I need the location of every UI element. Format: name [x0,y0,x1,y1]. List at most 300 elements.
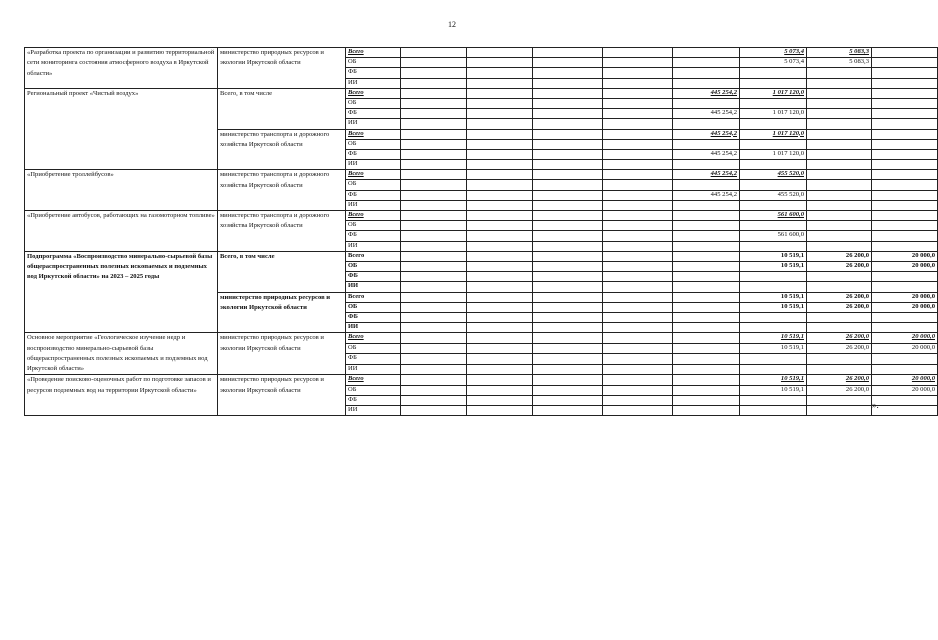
amount-cell [467,343,533,354]
amount-cell [401,149,467,159]
amount-cell [401,343,467,354]
amount-cell: 10 519,1 [740,292,807,302]
amount-cell [401,211,467,221]
funding-source-cell: ОБ [346,139,401,149]
amount-cell [872,364,938,375]
amount-cell [673,261,740,271]
amount-cell [467,98,533,108]
amount-cell: 561 600,0 [740,231,807,241]
amount-cell [603,78,673,88]
funding-source-cell: ФБ [346,109,401,119]
amount-cell [467,119,533,129]
amount-cell [467,109,533,119]
amount-cell [467,292,533,302]
amount-cell: 10 519,1 [740,251,807,261]
amount-cell [872,68,938,78]
amount-cell [603,149,673,159]
amount-cell [603,231,673,241]
amount-cell [533,354,603,365]
amount-cell [533,129,603,139]
amount-cell [533,68,603,78]
funding-source-cell: ОБ [346,180,401,190]
amount-cell [401,385,467,395]
amount-cell [673,200,740,210]
amount-cell [740,98,807,108]
funding-source-cell: Всего [346,88,401,98]
amount-cell [807,241,872,251]
amount-cell [533,272,603,282]
amount-cell [467,385,533,395]
amount-cell [603,261,673,271]
amount-cell [603,221,673,231]
amount-cell: 10 519,1 [740,302,807,312]
amount-cell [872,58,938,68]
funding-source-cell: ИИ [346,241,401,251]
amount-cell [807,109,872,119]
amount-cell [533,385,603,395]
amount-cell [807,282,872,292]
funding-source-cell: ОБ [346,343,401,354]
amount-cell [533,292,603,302]
amount-cell [673,292,740,302]
funding-source-cell: ОБ [346,302,401,312]
amount-cell [740,160,807,170]
amount-cell [533,221,603,231]
amount-cell [467,48,533,58]
amount-cell [673,302,740,312]
amount-cell [872,241,938,251]
amount-cell [673,395,740,405]
amount-cell [603,302,673,312]
amount-cell [673,364,740,375]
amount-cell [401,261,467,271]
funding-source-cell: ИИ [346,119,401,129]
amount-cell [807,364,872,375]
amount-cell [401,139,467,149]
amount-cell: 20 000,0 [872,333,938,344]
amount-cell: 20 000,0 [872,385,938,395]
amount-cell [807,211,872,221]
amount-cell: 445 254,2 [673,88,740,98]
amount-cell [401,170,467,180]
amount-cell [533,302,603,312]
amount-cell: 561 600,0 [740,211,807,221]
amount-cell [872,149,938,159]
amount-cell: 26 200,0 [807,251,872,261]
amount-cell: 10 519,1 [740,261,807,271]
amount-cell [872,406,938,416]
amount-cell [533,333,603,344]
funding-source-cell: Всего [346,48,401,58]
amount-cell [872,282,938,292]
amount-cell [533,343,603,354]
executor-cell: министерство транспорта и дорожного хозяйства Иркутской области [218,170,346,211]
funding-source-cell: ФБ [346,354,401,365]
amount-cell [467,241,533,251]
amount-cell [740,395,807,405]
amount-cell [533,139,603,149]
amount-cell [673,78,740,88]
amount-cell [740,406,807,416]
amount-cell [673,251,740,261]
amount-cell [533,149,603,159]
table-row [25,333,938,344]
amount-cell [807,272,872,282]
amount-cell [740,241,807,251]
amount-cell [401,333,467,344]
amount-cell [467,261,533,271]
table-row [25,211,938,221]
amount-cell [872,48,938,58]
amount-cell [467,149,533,159]
amount-cell [673,58,740,68]
amount-cell [673,241,740,251]
executor-cell: Всего, в том числе [218,251,346,292]
amount-cell [673,323,740,333]
amount-cell [401,160,467,170]
amount-cell [673,221,740,231]
amount-cell [603,282,673,292]
funding-source-cell: ИИ [346,406,401,416]
amount-cell [673,119,740,129]
amount-cell [533,170,603,180]
amount-cell [401,109,467,119]
amount-cell [533,180,603,190]
amount-cell [401,119,467,129]
amount-cell [467,272,533,282]
amount-cell: 10 519,1 [740,375,807,385]
amount-cell [603,251,673,261]
amount-cell [872,119,938,129]
amount-cell [401,364,467,375]
amount-cell: 1 017 120,0 [740,88,807,98]
funding-source-cell: Всего [346,129,401,139]
amount-cell [872,211,938,221]
amount-cell [740,78,807,88]
amount-cell [872,109,938,119]
amount-cell [401,58,467,68]
amount-cell [603,375,673,385]
executor-cell: министерство транспорта и дорожного хозяйства Иркутской области [218,129,346,170]
amount-cell [533,251,603,261]
amount-cell: 10 519,1 [740,333,807,344]
amount-cell [603,395,673,405]
amount-cell [533,282,603,292]
amount-cell [807,88,872,98]
amount-cell [807,231,872,241]
amount-cell [533,58,603,68]
amount-cell [673,375,740,385]
amount-cell [401,312,467,322]
measure-name-cell: «Разработка проекта по организации и развитию территориальной сети мониторинга состояния атмосферного воздуха в Иркутской области» [25,48,218,89]
amount-cell [467,333,533,344]
amount-cell [673,180,740,190]
amount-cell [872,395,938,405]
executor-cell: Всего, в том числе [218,88,346,129]
amount-cell [533,323,603,333]
amount-cell [807,170,872,180]
amount-cell [673,48,740,58]
amount-cell [603,170,673,180]
amount-cell: 20 000,0 [872,302,938,312]
funding-source-cell: Всего [346,292,401,302]
amount-cell [740,354,807,365]
amount-cell [533,109,603,119]
amount-cell [807,312,872,322]
amount-cell [740,312,807,322]
amount-cell [401,98,467,108]
amount-cell [401,282,467,292]
amount-cell [740,323,807,333]
amount-cell: 20 000,0 [872,261,938,271]
executor-cell: министерство природных ресурсов и экологии Иркутской области [218,333,346,375]
amount-cell [740,272,807,282]
amount-cell [533,312,603,322]
amount-cell [467,190,533,200]
amount-cell [807,78,872,88]
amount-cell [467,170,533,180]
amount-cell [807,98,872,108]
amount-cell [533,119,603,129]
amount-cell [401,48,467,58]
amount-cell [467,251,533,261]
amount-cell [467,58,533,68]
amount-cell [533,200,603,210]
amount-cell [673,272,740,282]
table-row [25,251,938,261]
executor-cell: министерство природных ресурсов и экологии Иркутской области [218,48,346,89]
amount-cell [401,272,467,282]
amount-cell [467,302,533,312]
amount-cell [807,68,872,78]
amount-cell [872,190,938,200]
amount-cell [401,406,467,416]
amount-cell [603,333,673,344]
funding-source-cell: ОБ [346,261,401,271]
amount-cell [673,139,740,149]
amount-cell [603,211,673,221]
amount-cell [872,231,938,241]
funding-source-cell: ИИ [346,200,401,210]
amount-cell [467,129,533,139]
amount-cell [401,323,467,333]
funding-source-cell: ФБ [346,231,401,241]
amount-cell [603,98,673,108]
amount-cell [401,231,467,241]
amount-cell [740,119,807,129]
amount-cell [533,364,603,375]
amount-cell [401,78,467,88]
amount-cell [673,406,740,416]
amount-cell [603,364,673,375]
amount-cell [807,200,872,210]
amount-cell [603,241,673,251]
amount-cell [603,88,673,98]
amount-cell: 5 073,4 [740,48,807,58]
funding-source-cell: ИИ [346,323,401,333]
amount-cell [467,139,533,149]
amount-cell: 455 520,0 [740,170,807,180]
funding-source-cell: ОБ [346,385,401,395]
amount-cell: 455 520,0 [740,190,807,200]
amount-cell [533,406,603,416]
amount-cell [807,221,872,231]
amount-cell [401,354,467,365]
amount-cell [533,88,603,98]
amount-cell: 445 254,2 [673,149,740,159]
funding-source-cell: ФБ [346,272,401,282]
amount-cell [872,354,938,365]
amount-cell [401,241,467,251]
amount-cell [872,312,938,322]
funding-source-cell: ИИ [346,282,401,292]
amount-cell [603,272,673,282]
amount-cell [807,180,872,190]
amount-cell [740,221,807,231]
amount-cell [872,139,938,149]
amount-cell [673,343,740,354]
amount-cell [467,160,533,170]
amount-cell [673,98,740,108]
amount-cell [872,200,938,210]
amount-cell [603,323,673,333]
amount-cell [401,251,467,261]
table-row [25,170,938,180]
amount-cell [533,48,603,58]
amount-cell [872,272,938,282]
amount-cell [467,354,533,365]
amount-cell [673,160,740,170]
amount-cell [467,282,533,292]
amount-cell [467,88,533,98]
amount-cell [872,221,938,231]
funding-source-cell: ИИ [346,78,401,88]
executor-cell: министерство природных ресурсов и экологии Иркутской области [218,375,346,416]
budget-table [24,47,938,416]
amount-cell [603,68,673,78]
amount-cell: 1 017 120,0 [740,109,807,119]
amount-cell [533,231,603,241]
amount-cell [467,395,533,405]
amount-cell [807,354,872,365]
amount-cell [603,180,673,190]
funding-source-cell: ИИ [346,160,401,170]
amount-cell [603,190,673,200]
amount-cell [603,48,673,58]
amount-cell [872,323,938,333]
amount-cell [603,109,673,119]
amount-cell [673,282,740,292]
amount-cell [872,129,938,139]
table-row [25,375,938,385]
amount-cell [533,78,603,88]
amount-cell [467,375,533,385]
closing-quote-mark: ». [872,400,879,410]
amount-cell [807,190,872,200]
executor-cell: министерство транспорта и дорожного хозяйства Иркутской области [218,211,346,252]
amount-cell: 445 254,2 [673,129,740,139]
amount-cell [807,129,872,139]
amount-cell [401,292,467,302]
amount-cell [401,375,467,385]
amount-cell [807,160,872,170]
amount-cell: 5 083,3 [807,58,872,68]
page-number: 12 [448,20,456,29]
funding-source-cell: ОБ [346,221,401,231]
funding-source-cell: ФБ [346,68,401,78]
amount-cell: 5 083,3 [807,48,872,58]
measure-name-cell: Региональный проект «Чистый воздух» [25,88,218,170]
amount-cell [467,323,533,333]
measure-name-cell: Основное мероприятие «Геологическое изучение недр и воспроизводство минерально-сырьевой базы общераспространенных полезных ископаемых и подземных вод Иркутской области» [25,333,218,375]
amount-cell [533,375,603,385]
amount-cell: 20 000,0 [872,251,938,261]
amount-cell [467,406,533,416]
amount-cell [467,312,533,322]
amount-cell [807,119,872,129]
amount-cell [467,68,533,78]
funding-source-cell: ИИ [346,364,401,375]
amount-cell [401,129,467,139]
amount-cell [807,395,872,405]
amount-cell [673,312,740,322]
funding-source-cell: ФБ [346,312,401,322]
funding-source-cell: ФБ [346,395,401,405]
amount-cell [603,129,673,139]
amount-cell [872,78,938,88]
amount-cell [603,406,673,416]
amount-cell: 10 519,1 [740,385,807,395]
amount-cell [401,221,467,231]
amount-cell [401,180,467,190]
measure-name-cell: «Проведение поисково-оценочных работ по подготовке запасов и ресурсов подземных вод на территории Иркутской области» [25,375,218,416]
amount-cell [673,231,740,241]
funding-source-cell: Всего [346,170,401,180]
amount-cell: 26 200,0 [807,333,872,344]
amount-cell: 20 000,0 [872,343,938,354]
amount-cell [401,395,467,405]
funding-source-cell: ОБ [346,98,401,108]
funding-source-cell: ФБ [346,190,401,200]
funding-source-cell: Всего [346,211,401,221]
amount-cell [740,200,807,210]
amount-cell [401,302,467,312]
amount-cell: 1 017 120,0 [740,149,807,159]
amount-cell [467,180,533,190]
table-row [25,88,938,98]
amount-cell [673,354,740,365]
amount-cell [467,364,533,375]
funding-source-cell: Всего [346,375,401,385]
measure-name-cell: «Приобретение автобусов, работающих на газомоторном топливе» [25,211,218,252]
amount-cell [533,211,603,221]
amount-cell: 1 017 120,0 [740,129,807,139]
amount-cell [533,395,603,405]
amount-cell [740,139,807,149]
amount-cell [872,160,938,170]
amount-cell: 10 519,1 [740,343,807,354]
amount-cell [603,200,673,210]
amount-cell [467,221,533,231]
amount-cell [740,282,807,292]
amount-cell [603,312,673,322]
amount-cell [533,98,603,108]
amount-cell [401,88,467,98]
amount-cell: 26 200,0 [807,375,872,385]
measure-name-cell: «Приобретение троллейбусов» [25,170,218,211]
amount-cell [401,190,467,200]
amount-cell [673,333,740,344]
